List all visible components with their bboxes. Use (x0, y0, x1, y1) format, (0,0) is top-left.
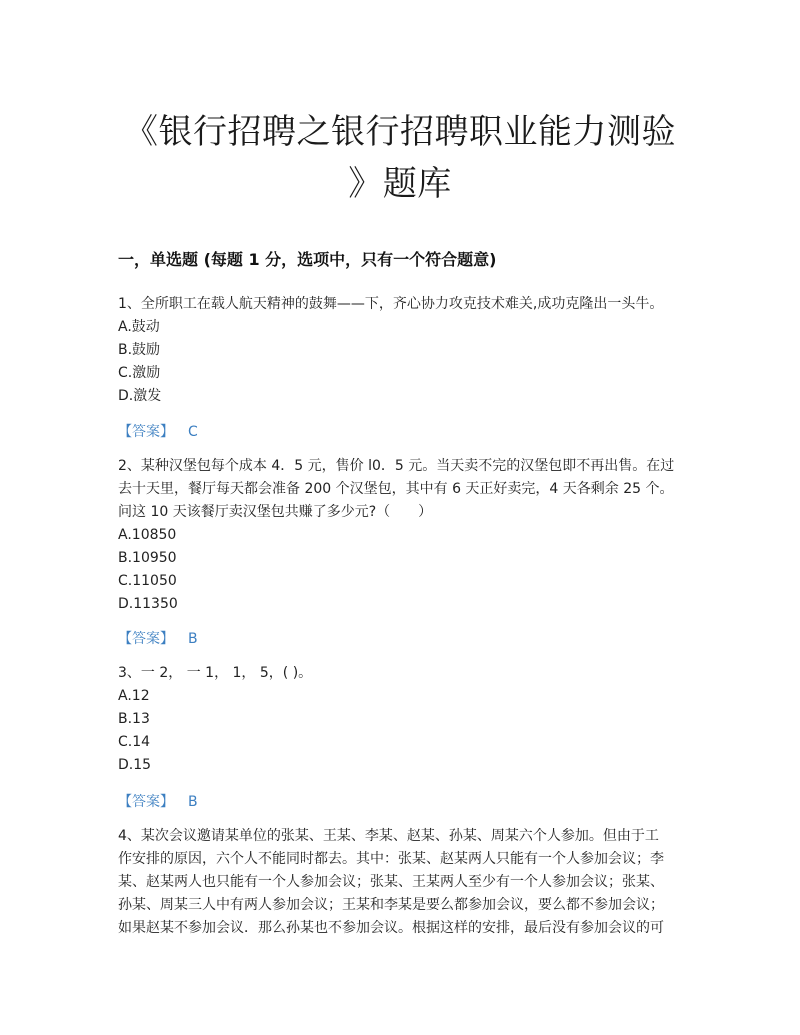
question-stem-line: 如果赵某不参加会议．那么孙某也不参加会议。根据这样的安排，最后没有参加会议的可 (118, 920, 664, 936)
answer-value: C (188, 424, 198, 440)
question-1 (118, 293, 683, 408)
option-b: B.10950 (118, 550, 177, 566)
option-a: A.10850 (118, 527, 177, 543)
question-stem-line: 作安排的原因，六个人不能同时都去。其中：张某、赵某两人只能有一个人参加会议；李 (118, 851, 664, 867)
option-b: B.13 (118, 711, 150, 727)
option-d: D.激发 (118, 388, 162, 404)
document-title (100, 106, 700, 210)
option-d: D.15 (118, 757, 152, 773)
question-stem-line: 孙某、周某三人中有两人参加会议；王某和李某是要么都参加会议，要么都不参加会议； (118, 897, 664, 913)
answer-label: 【答案】 (118, 794, 174, 810)
question-stem-line: 2、某种汉堡包每个成本 4．5 元，售价 l0．5 元。当天卖不完的汉堡包即不再出售。在过 (118, 458, 675, 474)
answer-value: B (188, 631, 198, 647)
answer-1 (118, 421, 198, 441)
section-heading: 一，单选题 (每题 1 分，选项中，只有一个符合题意) (118, 250, 497, 269)
title-line-2: 》题库 (348, 164, 452, 204)
question-4 (118, 825, 683, 940)
question-3 (118, 662, 683, 777)
question-stem-line: 4、某次会议邀请某单位的张某、王某、李某、赵某、孙某、周某六个人参加。但由于工 (118, 828, 659, 844)
answer-label: 【答案】 (118, 424, 174, 440)
option-a: A.12 (118, 688, 150, 704)
question-stem-line: 1、全所职工在载人航天精神的鼓舞——下，齐心协力攻克技术难关,成功克隆出一头牛。 (118, 296, 664, 312)
option-d: D.11350 (118, 596, 178, 612)
question-stem-line: 去十天里，餐厅每天都会准备 200 个汉堡包，其中有 6 天正好卖完，4 天各剩余 25 个。 (118, 481, 674, 497)
question-stem-line: 3、一 2， 一 1， 1， 5，( )。 (118, 665, 313, 681)
answer-3 (118, 791, 198, 811)
option-c: C.11050 (118, 573, 177, 589)
option-c: C.14 (118, 734, 151, 750)
question-stem-line: 问这 10 天该餐厅卖汉堡包共赚了多少元?（ ） (118, 504, 433, 520)
question-2 (118, 455, 683, 616)
title-line-1: 《银行招聘之银行招聘职业能力测验 (124, 112, 676, 152)
answer-value: B (188, 794, 198, 810)
question-stem-line: 某、赵某两人也只能有一个人参加会议；张某、王某两人至少有一个人参加会议；张某、 (118, 874, 664, 890)
option-c: C.激励 (118, 365, 161, 381)
option-a: A.鼓动 (118, 319, 160, 335)
answer-label: 【答案】 (118, 631, 174, 647)
option-b: B.鼓励 (118, 342, 161, 358)
answer-2 (118, 628, 198, 648)
